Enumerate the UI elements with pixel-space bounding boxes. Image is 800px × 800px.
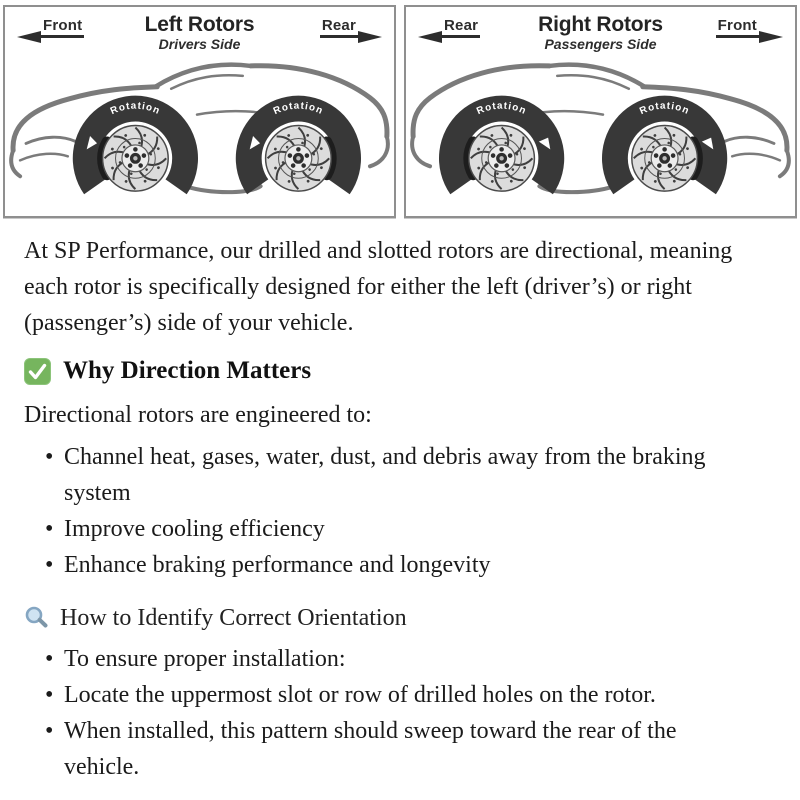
article	[0, 233, 800, 785]
rear-direction-indicator	[320, 18, 382, 38]
left-panel-header	[5, 7, 394, 51]
rear-direction-indicator	[418, 18, 480, 38]
rotor	[632, 126, 698, 192]
rotation-label: Rotation	[271, 100, 326, 118]
arrow-left-icon	[418, 31, 442, 43]
panel-title: Left Rotors	[144, 13, 255, 36]
rotor	[469, 126, 535, 192]
panel-subtitle: Drivers Side	[158, 36, 241, 52]
heading-text: How to Identify Correct Orientation	[60, 605, 407, 631]
right-car-illustration	[406, 51, 795, 214]
rotation-label: Rotation	[638, 100, 692, 118]
panel-subtitle: Passengers Side	[544, 36, 657, 52]
front-direction-indicator	[716, 18, 783, 38]
direction-label: Front	[41, 18, 84, 38]
list-item: • Locate the uppermost slot or row of drilled holes on the rotor.	[24, 677, 756, 713]
direction-label: Front	[716, 18, 759, 38]
list-item: • When installed, this pattern should sweep toward the rear of the vehicle.	[24, 713, 756, 785]
rotation-label: Rotation	[475, 100, 529, 118]
front-wheel-assembly	[73, 96, 198, 195]
left-car-illustration	[5, 51, 394, 214]
rotor-direction-figure	[0, 0, 800, 218]
direction-label: Rear	[320, 18, 358, 38]
right-panel-header	[406, 7, 795, 51]
list-item: • To ensure proper installation:	[24, 641, 756, 677]
direction-label: Rear	[442, 18, 480, 38]
list-item: • Enhance braking performance and longevity	[24, 547, 756, 583]
arrow-left-icon	[17, 31, 41, 43]
list-item: • Improve cooling efficiency	[24, 511, 756, 547]
intro-paragraph: At SP Performance, our drilled and slotted rotors are directional, meaning each rotor is specifically designed for either the left (driver’s) or right (passenger’s) side of your vehicle.	[24, 238, 733, 336]
benefits-list	[24, 439, 756, 583]
arrow-right-icon	[358, 31, 382, 43]
check-mark-icon	[24, 358, 51, 385]
orientation-steps-list	[24, 641, 756, 785]
rotor	[103, 126, 169, 192]
identify-orientation-heading	[24, 601, 756, 635]
front-direction-indicator	[17, 18, 84, 38]
front-wheel-assembly	[602, 96, 727, 195]
section-lead: Directional rotors are engineered to:	[24, 402, 372, 428]
list-item: • Channel heat, gases, water, dust, and debris away from the braking system	[24, 439, 756, 511]
magnifying-glass-icon	[24, 605, 50, 631]
left-rotors-panel	[3, 5, 396, 218]
heading-text: Why Direction Matters	[63, 357, 312, 384]
why-direction-matters-heading	[24, 354, 756, 388]
rear-wheel-assembly	[236, 96, 361, 195]
panel-title: Right Rotors	[538, 13, 663, 36]
rotor	[266, 126, 332, 192]
arrow-right-icon	[759, 31, 783, 43]
rear-wheel-assembly	[439, 96, 564, 195]
right-rotors-panel	[404, 5, 797, 218]
rotation-label: Rotation	[108, 100, 163, 118]
